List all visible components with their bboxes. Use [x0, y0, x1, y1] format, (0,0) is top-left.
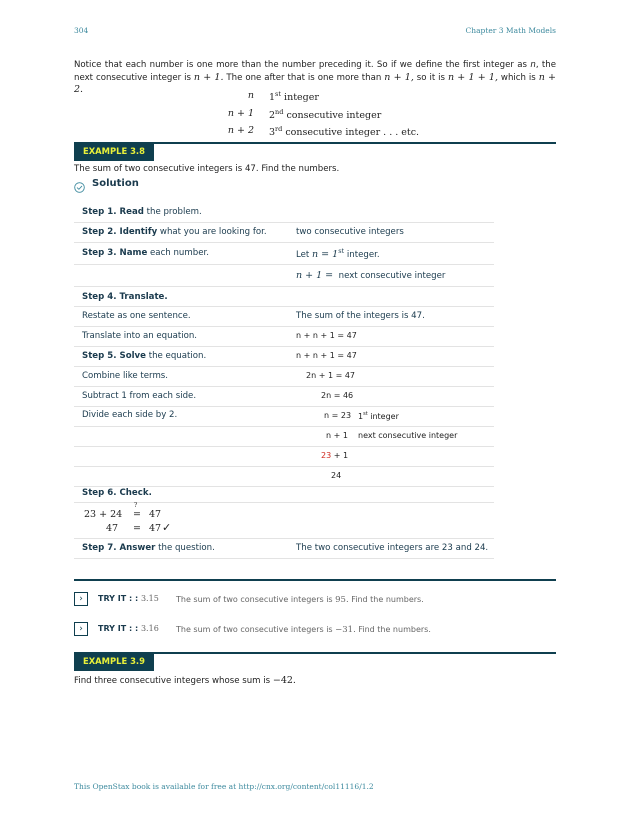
table-row: n + 1 next consecutive integer	[74, 426, 494, 447]
sequence-expr: n + 1	[227, 108, 254, 119]
sequence-desc: 3rd consecutive integer . . . etc.	[269, 125, 420, 138]
table-row: Restate as one sentence. The sum of the integers is 47.	[74, 306, 494, 327]
table-row: Step 7. Answer the question. The two consecutive integers are 23 and 24.	[74, 538, 494, 559]
footer-text: This OpenStax book is available for free at http://cnx.org/content/col11116/1.2	[74, 782, 374, 791]
table-row: Subtract 1 from each side. 2n = 46	[74, 386, 494, 407]
example-rule	[74, 652, 556, 654]
intro-paragraph: Notice that each number is one more than the number preceding it. So if we define the first integer as n, the next consecutive integer is n + 1. The one after that is one more than n + 1, so it is n + 1 + 1, which is n + 2.	[74, 60, 557, 96]
table-row: Translate into an equation. n + n + 1 = 47	[74, 326, 494, 347]
try-it-rule	[74, 579, 556, 581]
table-row: 23 + 1	[74, 446, 494, 467]
table-row: Divide each side by 2. n = 23 1st integer	[74, 406, 494, 427]
sequence-expr: n	[247, 90, 254, 101]
table-row: 23 + 24 ? = 47 47 = 47 ✓	[74, 502, 494, 539]
checkmark-icon: ✓	[162, 521, 172, 534]
table-row: n + 1 = next consecutive integer	[74, 264, 494, 287]
chevron-right-icon[interactable]: ›	[74, 622, 88, 636]
check-circle-icon	[74, 178, 85, 189]
example-label: EXAMPLE 3.8	[74, 142, 154, 161]
table-row: 24	[74, 466, 494, 487]
example-problem: Find three consecutive integers whose sum is −42.	[74, 675, 296, 686]
solution-table	[74, 200, 494, 560]
example-rule	[74, 142, 556, 144]
example-label: EXAMPLE 3.9	[74, 652, 154, 671]
table-row: Step 5. Solve the equation. n + n + 1 = 47	[74, 346, 494, 367]
sequence-desc: 2nd consecutive integer	[269, 108, 382, 121]
table-row: Step 1. Read the problem.	[74, 200, 494, 223]
chevron-right-icon[interactable]: ›	[74, 592, 88, 606]
sequence-expr: n + 2	[227, 125, 254, 136]
table-row: Combine like terms. 2n + 1 = 47	[74, 366, 494, 387]
chapter-title: Chapter 3 Math Models	[465, 26, 556, 35]
example-problem: The sum of two consecutive integers is 47. Find the numbers.	[74, 164, 340, 174]
sequence-desc: 1st integer	[269, 90, 319, 103]
page-number: 304	[74, 26, 89, 35]
table-row: Step 3. Name each number. Let n = 1st integer.	[74, 242, 494, 265]
try-it-row: › TRY IT : : 3.15 The sum of two consecutive integers is 95. Find the numbers.	[74, 592, 556, 608]
table-row: Step 4. Translate.	[74, 286, 494, 307]
try-it-row: › TRY IT : : 3.16 The sum of two consecutive integers is −31. Find the numbers.	[74, 622, 556, 638]
check-line-1: 23 + 24 ? = 47	[84, 502, 162, 520]
table-row: Step 6. Check.	[74, 486, 494, 503]
table-row: Step 2. Identify what you are looking for. two consecutive integers	[74, 222, 494, 243]
solution-heading: Solution	[92, 178, 139, 189]
